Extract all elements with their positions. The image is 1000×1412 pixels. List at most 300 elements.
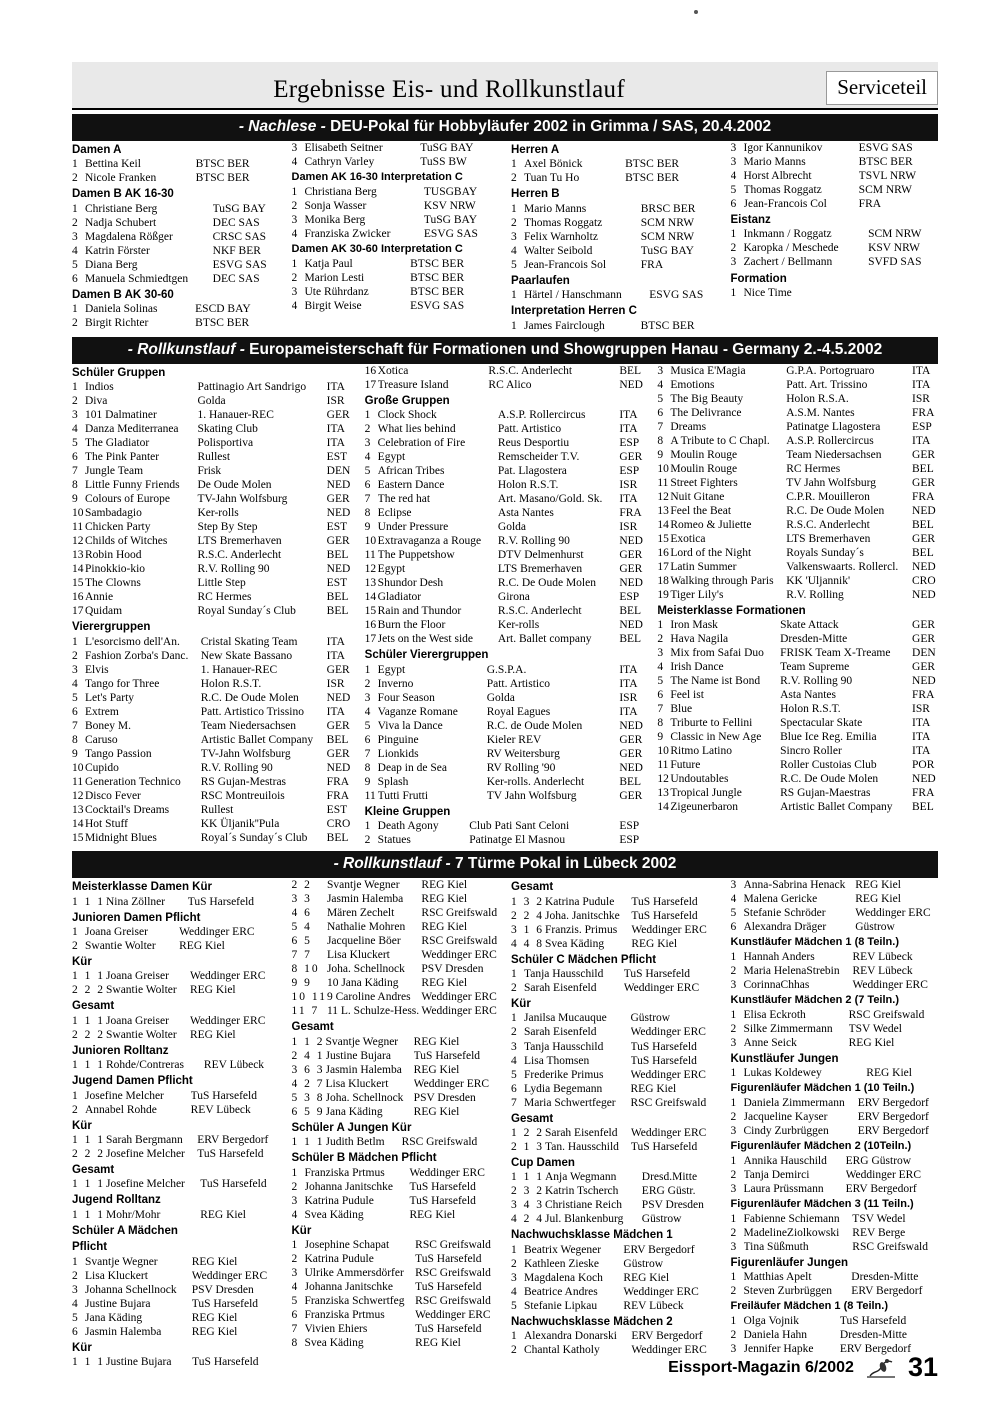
rank-cell: 16 xyxy=(364,364,377,377)
rank-cell: 1 xyxy=(657,619,664,632)
club-cell: A.S.P. Rollercircus xyxy=(786,434,874,447)
results-table xyxy=(72,157,280,185)
rank-cell: 1 xyxy=(730,228,737,241)
table-row xyxy=(72,747,353,761)
name-cell: Franziska Schwertfeg xyxy=(304,1295,405,1308)
name-cell: The red hat xyxy=(377,493,431,506)
rank-cell: 5 4 xyxy=(291,921,312,934)
table-row xyxy=(511,1140,719,1154)
rank-cell: 4 xyxy=(730,170,737,183)
name-cell: Monika Berg xyxy=(304,213,366,226)
rank-cell: 4 xyxy=(291,299,298,312)
table-row xyxy=(292,1252,500,1266)
category-heading: Schüler A Jungen Kür xyxy=(291,1121,412,1134)
result-column xyxy=(359,364,652,848)
name-cell: Stefanie Lipkau xyxy=(524,1299,598,1312)
table-row xyxy=(72,789,353,803)
name-cell: What lies behind xyxy=(377,423,456,436)
rank-cell: 4 xyxy=(730,893,737,906)
name-cell: Maria HelenaStrebin xyxy=(743,965,840,978)
country-cell: FRA xyxy=(912,689,935,702)
club-cell: Skate Attack xyxy=(780,619,839,632)
name-cell: Statues xyxy=(377,834,411,847)
category-heading: Vierergruppen xyxy=(72,621,151,634)
name-cell: Joha. Schellnock xyxy=(326,963,405,976)
name-cell: Death Agony xyxy=(377,820,439,833)
country-cell: BEL xyxy=(912,801,934,814)
club-cell: REG Kiel xyxy=(191,1311,238,1324)
category-heading: Kür xyxy=(72,1119,92,1132)
club-cell: Golda xyxy=(197,395,226,408)
table-row xyxy=(292,155,500,169)
rank-cell: 5 xyxy=(72,437,78,450)
rank-cell: 10 11 xyxy=(291,991,327,1004)
club-cell: Polisportiva xyxy=(197,437,254,450)
country-cell: BEL xyxy=(619,775,642,788)
section-banner xyxy=(72,337,938,364)
club-cell: DTV Delmenhurst xyxy=(497,549,584,562)
rank-cell: 19 xyxy=(657,588,669,601)
table-row xyxy=(657,574,938,588)
name-cell: Kathleen Zieske xyxy=(524,1257,600,1270)
rank-cell: 4 xyxy=(72,423,78,436)
country-cell: ITA xyxy=(912,378,931,391)
name-cell: Christiane Reich xyxy=(545,1199,622,1212)
table-row xyxy=(365,733,646,747)
name-cell: Zachert / Bellmann xyxy=(743,256,833,269)
rank-cell: 8 xyxy=(72,733,78,746)
rank-cell: 5 xyxy=(730,184,737,197)
name-cell: Romeo & Juliette xyxy=(670,518,752,531)
table-row xyxy=(292,1004,500,1018)
rank-cell: 4 xyxy=(657,378,664,391)
club-cell: TuS Harsefeld xyxy=(630,1040,697,1053)
country-cell: ITA xyxy=(619,423,638,436)
name-cell: Lukas Koldewey xyxy=(743,1067,822,1080)
rank-cell: 5 xyxy=(511,1299,517,1312)
name-cell: Classic in New Age xyxy=(670,731,762,744)
result-block xyxy=(72,1163,280,1191)
country-cell: ITA xyxy=(619,677,638,690)
rank-cell: 1 xyxy=(291,1166,298,1179)
name-cell: Katrina Pudule xyxy=(304,1253,374,1266)
rank-cell: 11 xyxy=(657,476,669,489)
name-cell: Lord of the Night xyxy=(670,546,752,559)
club-cell: Patt. Artistico xyxy=(497,423,562,436)
club-cell: REG Kiel xyxy=(623,1271,670,1284)
club-cell: 1. Hanauer-REC xyxy=(197,409,274,422)
country-cell: ITA xyxy=(912,745,931,758)
rank-cell: 8 xyxy=(657,717,664,730)
results-table xyxy=(511,202,719,272)
name-cell: Josephine Schapat xyxy=(304,1239,390,1252)
club-cell: R.C. De Oude Molen xyxy=(786,504,885,517)
result-block xyxy=(511,880,719,950)
name-cell: Treasure Island xyxy=(377,378,449,391)
name-cell: The Pink Panter xyxy=(85,451,160,464)
country-cell: EST xyxy=(326,803,348,816)
table-row xyxy=(365,677,646,691)
rank-cell: 6 xyxy=(730,198,737,211)
result-block xyxy=(292,1224,500,1351)
club-cell: RSC Greifswald xyxy=(401,1136,478,1149)
name-cell: Justine Bujara xyxy=(106,1356,172,1369)
name-cell: Daniela Zimmermann xyxy=(743,1097,845,1110)
name-cell: Cindy Zurbrüggen xyxy=(743,1125,829,1138)
name-cell: Egypt xyxy=(377,663,406,676)
results-table xyxy=(72,1255,280,1339)
result-block xyxy=(72,1074,280,1116)
table-row xyxy=(292,1077,500,1091)
table-row xyxy=(72,1058,280,1072)
table-row xyxy=(365,506,646,520)
club-cell: REG Kiel xyxy=(630,1082,677,1095)
rank-cell: 1 xyxy=(730,286,737,299)
table-row xyxy=(511,1096,719,1110)
name-cell: Quidam xyxy=(85,605,123,618)
rank-cell: 2 xyxy=(730,1022,737,1035)
results-table xyxy=(511,1011,719,1109)
club-cell: Golda xyxy=(497,521,527,534)
name-cell: Musica E'Magia xyxy=(670,364,746,377)
table-row xyxy=(292,1308,500,1322)
table-row xyxy=(731,241,939,255)
club-cell: RSC Greifswald xyxy=(848,1008,925,1021)
table-row xyxy=(292,1194,500,1208)
table-row xyxy=(511,1025,719,1039)
table-row xyxy=(365,478,646,492)
table-row xyxy=(292,185,500,199)
name-cell: 9 Caroline Andres xyxy=(326,991,411,1004)
name-cell: Pinokkio-kio xyxy=(85,563,146,576)
rank-cell: 11 xyxy=(72,775,84,788)
table-row xyxy=(365,548,646,562)
table-row xyxy=(292,934,500,948)
country-cell: ITA xyxy=(912,364,931,377)
name-cell: Josefine Melcher xyxy=(85,1089,164,1102)
rank-cell: 3 6 3 xyxy=(291,1063,325,1076)
name-cell: Ute Rührdanz xyxy=(304,285,369,298)
table-row xyxy=(731,1270,939,1284)
club-cell: TuS Harsefeld xyxy=(191,1297,259,1310)
table-row xyxy=(511,1299,719,1313)
rank-cell: 3 xyxy=(730,256,737,269)
club-cell: BTSC BER xyxy=(410,257,465,270)
table-row xyxy=(72,258,280,272)
country-cell: FRA xyxy=(326,775,350,788)
name-cell: Josefine Melcher xyxy=(106,1148,185,1161)
table-row xyxy=(72,1133,280,1147)
table-row xyxy=(365,576,646,590)
club-cell: Asta Nantes xyxy=(780,689,837,702)
club-cell: SCM NRW xyxy=(640,216,695,229)
category-heading: Eistanz xyxy=(730,214,771,227)
club-cell: REG Kiel xyxy=(631,937,678,950)
country-cell: NED xyxy=(619,577,643,590)
category-heading: Gesamt xyxy=(291,1021,334,1034)
name-cell: Jacqueline Kayser xyxy=(743,1111,828,1124)
table-row xyxy=(72,464,353,478)
club-cell: BTSC BER xyxy=(410,285,465,298)
country-cell: ISR xyxy=(619,691,638,704)
club-cell: TuS Harsefeld xyxy=(190,1089,257,1102)
name-cell: Frederike Primus xyxy=(524,1068,604,1081)
category-heading: Kür xyxy=(511,998,531,1011)
country-cell: FRA xyxy=(619,507,642,520)
rank-cell: 16 xyxy=(364,619,377,632)
result-block xyxy=(292,1020,500,1118)
rank-cell: 3 xyxy=(72,663,78,676)
name-cell: Sonja Wasser xyxy=(304,199,367,212)
name-cell: Nadja Schubert xyxy=(85,216,157,229)
category-heading: Figurenläufer Mädchen 2 (10Teiln.) xyxy=(730,1140,912,1153)
rank-cell: 2 xyxy=(72,216,78,229)
rank-cell: 3 xyxy=(364,437,371,450)
name-cell: Stefanie Schröder xyxy=(743,907,826,920)
name-cell: Boney M. xyxy=(85,719,131,732)
table-row xyxy=(731,1314,939,1328)
rank-cell: 5 xyxy=(72,691,78,704)
rank-cell: 3 xyxy=(511,230,517,243)
country-cell: GER xyxy=(619,549,643,562)
rank-cell: 1 1 1 xyxy=(72,1134,105,1147)
category-heading: Kleine Gruppen xyxy=(364,805,451,818)
country-cell: ITA xyxy=(326,635,345,648)
category-heading: Jugend Damen Pflicht xyxy=(72,1075,193,1088)
table-row xyxy=(72,635,353,649)
club-cell: Güstrow xyxy=(855,921,895,934)
results-table xyxy=(511,1243,719,1313)
rank-cell: 3 xyxy=(657,647,664,660)
name-cell: 101 Dalmatiner xyxy=(85,409,157,422)
club-cell: RC Hermes xyxy=(786,462,841,475)
club-cell: ERV Bergedorf xyxy=(197,1134,269,1147)
rank-cell: 8 10 xyxy=(291,963,320,976)
results-table xyxy=(72,302,280,330)
rank-cell: 2 xyxy=(730,1285,737,1298)
rank-cell: 1 xyxy=(511,289,517,302)
name-cell: Ulrike Ammersdörfer xyxy=(304,1267,404,1280)
club-cell: REG Kiel xyxy=(413,1105,460,1118)
results-table xyxy=(292,1135,500,1149)
club-cell: RSC Greifswald xyxy=(421,935,498,948)
country-cell: GER xyxy=(326,535,350,548)
club-cell: Remscheider T.V. xyxy=(497,451,580,464)
club-cell: TuS Harsefeld xyxy=(415,1323,482,1336)
club-cell: RC Alico xyxy=(488,378,532,391)
country-cell: NED xyxy=(912,504,936,517)
country-cell: ITA xyxy=(912,717,931,730)
club-cell: RC Hermes xyxy=(197,591,252,604)
results-table xyxy=(731,1154,939,1196)
country-cell: NED xyxy=(912,773,936,786)
table-row xyxy=(511,967,719,981)
club-cell: REG Kiel xyxy=(189,984,236,997)
rank-cell: 1 xyxy=(730,1154,737,1167)
name-cell: Zigeunerbaron xyxy=(670,801,739,814)
name-cell: Hot Stuff xyxy=(85,817,128,830)
table-row xyxy=(72,316,280,330)
club-cell: Güstrow xyxy=(641,1213,682,1226)
table-row xyxy=(511,1257,719,1271)
results-table xyxy=(72,925,280,953)
name-cell: Danza Mediterranea xyxy=(85,423,179,436)
club-cell: Art. Masano/Gold. Sk. xyxy=(497,493,603,506)
name-cell: Mario Manns xyxy=(524,202,587,215)
results-table xyxy=(511,319,719,333)
country-cell: DEN xyxy=(326,465,351,478)
name-cell: Mohr/Mohr xyxy=(106,1208,161,1221)
club-cell: Weddinger ERC xyxy=(421,949,497,962)
name-cell: Exotica xyxy=(670,532,706,545)
category-heading: Cup Damen xyxy=(511,1156,575,1169)
club-cell: RSC Greifswald xyxy=(415,1295,491,1308)
club-cell: DEC SAS xyxy=(212,216,260,229)
category-heading: Schüler B Mädchen Pflicht xyxy=(291,1152,437,1165)
rank-cell: 5 xyxy=(364,465,371,478)
name-cell: Elvis xyxy=(85,663,109,676)
table-row xyxy=(511,202,719,216)
table-row xyxy=(365,492,646,506)
name-cell: Rohde/Contreras xyxy=(106,1059,184,1072)
name-cell: Lydia Begemann xyxy=(524,1082,603,1095)
name-cell: Extrem xyxy=(85,705,119,718)
rank-cell: 6 xyxy=(72,272,78,285)
name-cell: Feel ist xyxy=(670,689,704,702)
name-cell: Under Pressure xyxy=(377,521,449,534)
country-cell: ITA xyxy=(326,381,345,394)
rank-cell: 2 xyxy=(291,1180,298,1193)
result-block xyxy=(731,878,939,934)
country-cell: FRA xyxy=(912,787,935,800)
club-cell: KK 'Uljannik' xyxy=(786,574,851,587)
club-cell: ERV Bergedorf xyxy=(631,1330,703,1343)
category-heading: Nachwuchsklasse Mädchen 2 xyxy=(511,1315,673,1328)
category-heading: Kür xyxy=(72,1341,92,1354)
table-row xyxy=(731,1226,939,1240)
print-mark xyxy=(694,10,698,14)
result-block xyxy=(72,187,280,285)
table-row xyxy=(72,705,353,719)
table-row xyxy=(72,216,280,230)
name-cell: Rain and Thundor xyxy=(377,605,462,618)
rank-cell: 4 xyxy=(657,661,664,674)
result-block xyxy=(72,880,280,908)
club-cell: ERG Güstr. xyxy=(641,1185,696,1198)
club-cell: Weddinger ERC xyxy=(409,1166,485,1179)
category-heading: Kunstläufer Jungen xyxy=(730,1052,839,1065)
table-row xyxy=(365,520,646,534)
name-cell: Lionkids xyxy=(377,747,419,760)
table-row xyxy=(365,632,646,646)
country-cell: GER xyxy=(619,733,643,746)
results-table xyxy=(731,141,939,211)
club-cell: R.V. Rolling 90 xyxy=(200,761,273,774)
rank-cell: 15 xyxy=(657,532,669,545)
club-cell: ESCD BAY xyxy=(195,303,251,316)
rank-cell: 2 xyxy=(72,317,78,330)
results-table xyxy=(72,969,280,997)
club-cell: TuS Harsefeld xyxy=(630,1140,698,1153)
name-cell: Moulin Rouge xyxy=(670,462,738,475)
table-row xyxy=(72,1028,280,1042)
rank-cell: 8 xyxy=(657,434,664,447)
result-block xyxy=(292,171,500,241)
club-cell: Asta Nantes xyxy=(497,507,554,520)
table-row xyxy=(292,1063,500,1077)
club-cell: TuS Harsefeld xyxy=(630,1054,697,1067)
table-row xyxy=(292,1266,500,1280)
rank-cell: 6 xyxy=(657,406,664,419)
club-cell: Rullest xyxy=(200,803,234,816)
table-row xyxy=(731,169,939,183)
rank-cell: 10 xyxy=(364,535,377,548)
table-row xyxy=(511,937,719,951)
rank-cell: 15 xyxy=(72,831,84,844)
table-row xyxy=(292,271,500,285)
rank-cell: 16 xyxy=(657,546,669,559)
page-title: Ergebnisse Eis- und Rollkunstlauf xyxy=(273,76,625,103)
rank-cell: 5 xyxy=(511,258,517,271)
club-cell: Ker-rolls xyxy=(197,507,239,520)
name-cell: Jets on the West side xyxy=(377,633,473,646)
name-cell: Birgit Weise xyxy=(304,299,362,312)
country-cell: ITA xyxy=(326,649,345,662)
rank-cell: 4 xyxy=(364,705,371,718)
club-cell: R.V. Rolling 90 xyxy=(497,535,570,548)
country-cell: CRO xyxy=(912,574,936,587)
rank-cell: 14 xyxy=(72,563,84,576)
country-cell: ITA xyxy=(326,437,345,450)
club-cell: KSV NRW xyxy=(868,242,920,255)
rank-cell: 12 xyxy=(72,535,84,548)
table-row xyxy=(292,1322,500,1336)
name-cell: Pinguine xyxy=(377,733,419,746)
results-table xyxy=(365,364,646,392)
club-cell: RV Weitersburg xyxy=(486,747,560,760)
table-row xyxy=(72,157,280,171)
table-row xyxy=(292,962,500,976)
rank-cell: 6 xyxy=(657,689,664,702)
rank-cell: 6 xyxy=(72,705,78,718)
rank-cell: 5 xyxy=(291,1295,298,1308)
name-cell: Elisa Eckroth xyxy=(743,1008,806,1021)
rank-cell: 6 xyxy=(364,733,371,746)
rank-cell: 3 xyxy=(511,1040,517,1053)
rank-cell: 2 2 xyxy=(291,879,312,892)
rank-cell: 8 xyxy=(364,507,371,520)
club-cell: Weddinger ERC xyxy=(630,1068,706,1081)
rank-cell: 3 xyxy=(291,213,298,226)
rank-cell: 11 xyxy=(364,549,376,562)
rank-cell: 12 xyxy=(364,563,377,576)
table-row xyxy=(511,1329,719,1343)
name-cell: Diva xyxy=(85,395,108,408)
club-cell: REG Kiel xyxy=(191,1325,238,1338)
rank-cell: 3 1 6 xyxy=(511,923,544,936)
name-cell: Sarah Eisenfeld xyxy=(524,982,597,995)
rank-cell: 2 xyxy=(364,834,371,847)
results-table xyxy=(72,202,280,286)
club-cell: ESVG SAS xyxy=(423,227,478,240)
rank-cell: 3 xyxy=(657,364,664,377)
rank-cell: 1 xyxy=(730,1314,737,1327)
rank-cell: 2 xyxy=(291,271,298,284)
rank-cell: 9 xyxy=(364,775,371,788)
table-row xyxy=(365,663,646,677)
club-cell: Weddinger ERC xyxy=(179,926,255,939)
club-cell: TuS Harsefeld xyxy=(409,1180,476,1193)
